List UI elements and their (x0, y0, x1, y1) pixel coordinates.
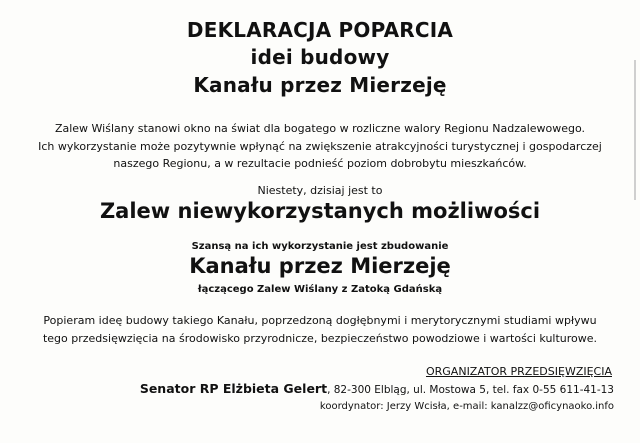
canal-headline: Kanału przez Mierzeję (189, 254, 451, 278)
support-line-1: Popieram ideę budowy takiego Kanału, poprzedzoną dogłębnymi i merytorycznymi studiami wpływu (43, 314, 597, 327)
title-line-1: DEKLARACJA POPARCIA (186, 18, 454, 42)
senator-address: , 82-300 Elbląg, ul. Mostowa 5, tel. fax 0-55 611-41-13 (327, 384, 614, 396)
intro-line-2: Ich wykorzystanie może pozytywnie wpłynąć na zwiększenie atrakcyjności turystycznej i gospodarczej (38, 140, 602, 153)
scan-edge-mark (634, 60, 636, 200)
support-line-2: tego przedsięwzięcia na środowisko przyrodnicze, bezpieczeństwo powodziowe i wartości kulturowe. (42, 332, 598, 345)
connecting-text: łączącego Zalew Wiślany z Zatoką Gdańską (197, 284, 443, 295)
unfortunately-text: Niestety, dzisiaj jest to (257, 184, 383, 197)
intro-line-1: Zalew Wiślany stanowi okno na świat dla bogatego w rozliczne walory Regionu Nadzalewowego. (54, 122, 586, 135)
headline: Zalew niewykorzystanych możliwości (99, 199, 541, 223)
footer-contact-line (140, 381, 614, 396)
title-line-3: Kanału przez Mierzeję (193, 73, 447, 97)
organizer-label: ORGANIZATOR PRZEDSIĘWZIĘCIA (425, 365, 612, 378)
senator-name: Senator RP Elżbieta Gelert (139, 381, 328, 396)
title-line-2: idei budowy (250, 45, 390, 69)
coordinator-line: koordynator: Jerzy Wcisła, e-mail: kanalzz@oficynaoko.info (319, 401, 614, 412)
chance-text: Szansą na ich wykorzystanie jest zbudowanie (191, 241, 449, 252)
intro-line-3: naszego Regionu, a w rezultacie podnieść poziom dobrobytu mieszkańców. (113, 157, 527, 170)
